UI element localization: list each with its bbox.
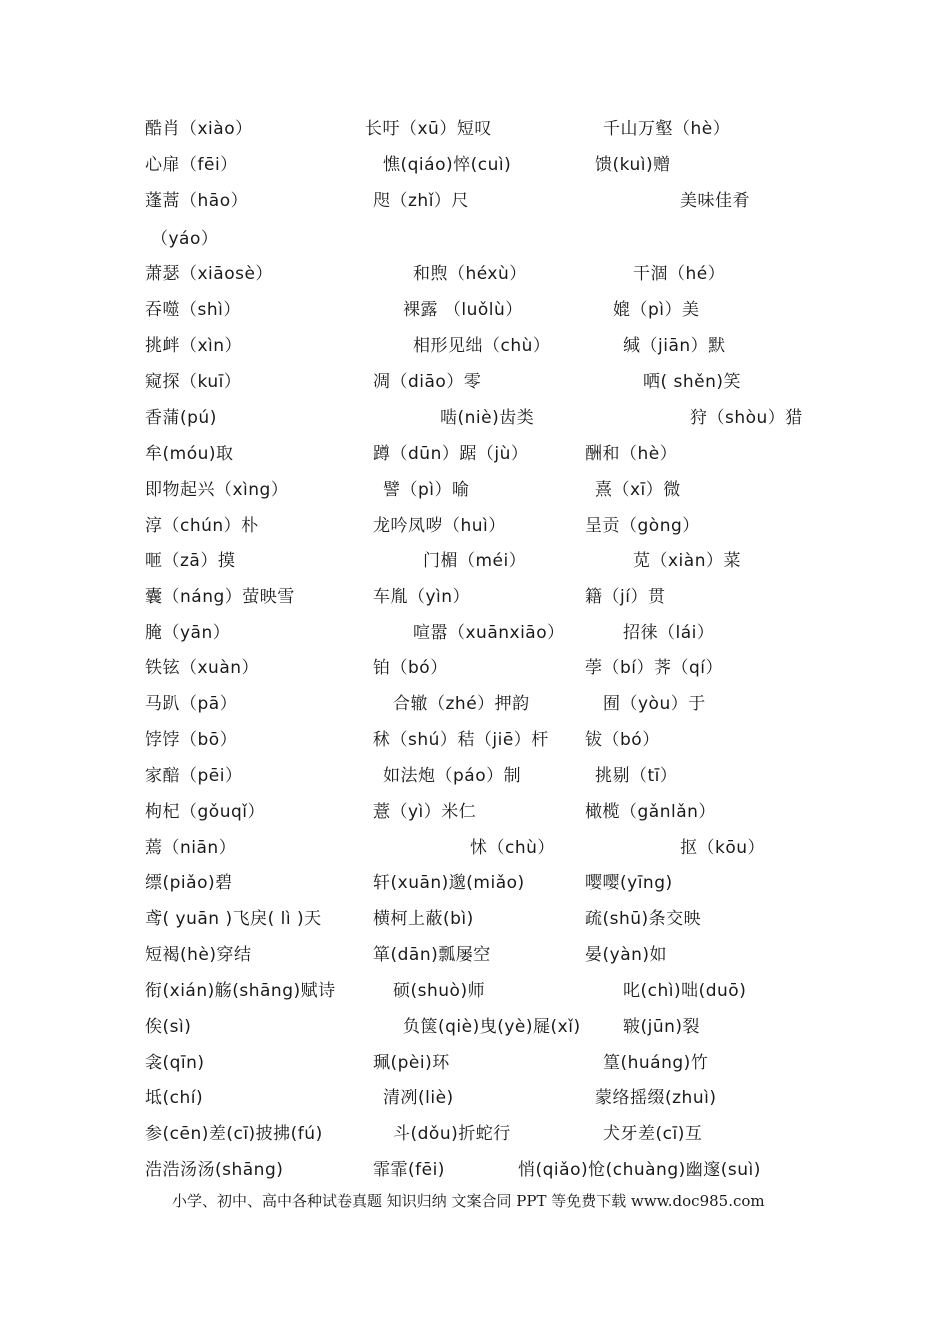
vocab-item-middle: 铂（bó）: [373, 658, 448, 678]
vocab-item-middle: 相形见绌（chù）: [413, 336, 551, 356]
vocab-item-middle: 啮(niè)齿类: [440, 408, 535, 428]
vocab-item-right: 嘤嘤(yīng): [585, 873, 673, 893]
vocab-item-left: 浩浩汤汤(shāng): [145, 1160, 284, 1180]
vocab-item-left: 俟(sì): [145, 1017, 192, 1037]
vocab-item-left: 鸢( yuān )飞戾( lì )天: [145, 909, 322, 929]
vocab-item-middle: 门楣（méi）: [423, 551, 527, 571]
vocab-item-left: 萧瑟（xiāosè）: [145, 264, 273, 284]
vocab-item-left: 酷肖（xiào）: [145, 119, 253, 139]
vocab-item-middle: 怵（chù）: [470, 838, 555, 858]
vocab-item-middle: 斗(dǒu)折蛇行: [393, 1124, 511, 1144]
vocab-item-middle: 龙吟凤哕（huì）: [373, 516, 506, 536]
vocab-item-left: 吞噬（shì）: [145, 300, 241, 320]
vocab-item-right: 钹（bó）: [585, 730, 660, 750]
vocab-item-left: 短褐(hè)穿结: [145, 945, 252, 965]
vocab-item-middle: 车胤（yìn）: [373, 587, 471, 607]
vocab-item-right: 籍（jí）贯: [585, 587, 666, 607]
vocab-item-middle: 横柯上蔽(bì): [373, 909, 474, 929]
vocab-item-right: 酬和（hè）: [585, 444, 678, 464]
vocab-item-middle: 譬（pì）喻: [383, 480, 470, 500]
vocab-item-middle: 负箧(qiè)曳(yè)屣(xǐ): [403, 1017, 581, 1037]
vocab-item-left: 枸杞（gǒuqǐ）: [145, 802, 265, 822]
vocab-item-right: 蒙络摇缀(zhuì): [595, 1088, 717, 1108]
vocab-item-left: 窥探（kuī）: [145, 372, 242, 392]
vocab-item-right: 美味佳肴: [680, 191, 750, 211]
vocab-item-middle: 霏霏(fēi): [373, 1160, 445, 1180]
vocab-item-left: 淳（chún）朴: [145, 516, 259, 536]
vocab-item-right: 荸（bí）荠（qí）: [585, 658, 724, 678]
vocab-item-right: 篁(huáng)竹: [603, 1053, 709, 1073]
vocab-item-middle: 喧嚣（xuānxiāo）: [413, 623, 565, 643]
vocab-item-middle: 轩(xuān)邈(miǎo): [373, 873, 525, 893]
vocab-item-left: 铁铉（xuàn）: [145, 658, 260, 678]
vocab-item-right: 熹（xī）微: [595, 480, 681, 500]
vocab-item-middle: 和煦（héxù）: [413, 264, 527, 284]
vocab-item-left: 饽饽（bō）: [145, 730, 238, 750]
vocab-item-left: 囊（náng）萤映雪: [145, 587, 295, 607]
vocab-item-left: 蓬蒿（hāo）: [145, 191, 249, 211]
vocab-item-right: 千山万壑（hè）: [603, 119, 731, 139]
vocab-item-left: 参(cēn)差(cī)披拂(fú): [145, 1124, 323, 1144]
vocab-item-left: 衾(qīn): [145, 1053, 205, 1073]
vocab-item-middle: 咫（zhǐ）尺: [373, 191, 469, 211]
vocab-item-middle: 合辙（zhé）押韵: [393, 694, 530, 714]
vocab-item-middle: 裸露 （luǒlù）: [403, 300, 523, 320]
vocab-item-middle: 薏（yì）米仁: [373, 802, 477, 822]
vocab-item-right: 媲（pì）美: [613, 300, 700, 320]
vocab-item-right: 橄榄（gǎnlǎn）: [585, 802, 716, 822]
vocab-item-right: 皲(jūn)裂: [623, 1017, 701, 1037]
vocab-item-right: 招徕（lái）: [623, 623, 715, 643]
vocab-item-right: 悄(qiǎo)怆(chuàng)幽邃(suì): [518, 1160, 761, 1180]
vocab-item-right: 苋（xiàn）菜: [633, 551, 741, 571]
vocab-item-right: 缄（jiān）默: [623, 336, 726, 356]
vocab-item-right: 馈(kuì)赠: [595, 155, 671, 175]
vocab-item-right: 囿（yòu）于: [603, 694, 706, 714]
vocab-item-middle: 清冽(liè): [383, 1088, 454, 1108]
vocab-item-left: 咂（zā）摸: [145, 551, 236, 571]
vocab-item-middle: 如法炮（páo）制: [383, 766, 522, 786]
vocab-item-right: 抠（kōu）: [680, 838, 766, 858]
page-footer: 小学、初中、高中各种试卷真题 知识归纳 文案合同 PPT 等免费下载 www.doc985.com: [172, 1192, 765, 1210]
vocab-item-left: 坻(chí): [145, 1088, 204, 1108]
vocab-item-left: 挑衅（xìn）: [145, 336, 243, 356]
vocab-item-right: 挑剔（tī）: [595, 766, 678, 786]
vocab-item-middle: 憔(qiáo)悴(cuì): [383, 155, 512, 175]
vocab-item-middle: 秫（shú）秸（jiē）杆: [373, 730, 549, 750]
vocab-item-left: 家醅（pēi）: [145, 766, 243, 786]
vocab-item-left: 香蒲(pú): [145, 408, 217, 428]
vocab-item-left: 马趴（pā）: [145, 694, 238, 714]
vocab-item-right: 犬牙差(cī)互: [603, 1124, 703, 1144]
vocab-item-left: 即物起兴（xìng）: [145, 480, 289, 500]
vocab-item-middle: 箪(dān)瓢屡空: [373, 945, 491, 965]
vocab-item-right: 叱(chì)咄(duō): [623, 981, 747, 1001]
vocab-item-middle: 长吁（xū）短叹: [365, 119, 492, 139]
vocab-item-left: 缥(piǎo)碧: [145, 873, 233, 893]
vocab-item-middle: 凋（diāo）零: [373, 372, 482, 392]
vocab-item-left: （yáo）: [151, 229, 219, 249]
vocab-item-right: 干涸（hé）: [633, 264, 726, 284]
vocab-item-left: 牟(móu)取: [145, 444, 234, 464]
vocab-item-right: 晏(yàn)如: [585, 945, 668, 965]
vocab-item-right: 哂( shěn)笑: [643, 372, 742, 392]
vocab-item-middle: 蹲（dūn）踞（jù）: [373, 444, 529, 464]
vocab-item-middle: 珮(pèi)环: [373, 1053, 450, 1073]
vocab-item-right: 疏(shū)条交映: [585, 909, 702, 929]
vocab-item-left: 心扉（fēi）: [145, 155, 238, 175]
vocab-item-right: 狩（shòu）猎: [690, 408, 803, 428]
vocab-item-right: 呈贡（gòng）: [585, 516, 700, 536]
vocab-item-middle: 硕(shuò)师: [393, 981, 486, 1001]
vocab-item-left: 衔(xián)觞(shāng)赋诗: [145, 981, 336, 1001]
vocab-item-left: 腌（yān）: [145, 623, 231, 643]
vocab-item-left: 蔫（niān）: [145, 838, 237, 858]
